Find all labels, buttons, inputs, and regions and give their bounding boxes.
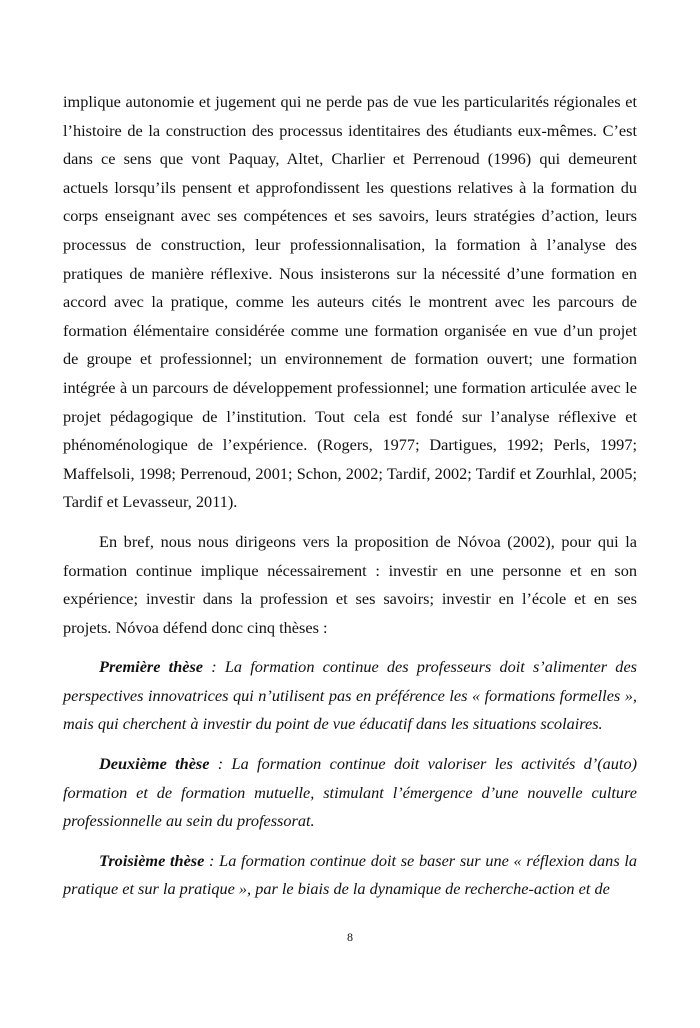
thesis-3-title: Troisième thèse — [99, 850, 205, 870]
page-body — [63, 88, 637, 904]
paragraph-novoa-intro: En bref, nous nous dirigeons vers la proposition de Nóvoa (2002), pour qui la formation continue implique nécessairement : investir en une personne et en son expérience; investir dans la profession et ses savoirs; investir en l’école et en ses projets. Nóvoa défend donc cinq thèses : — [63, 531, 637, 637]
thesis-3-text: La formation continue doit se baser sur une « réflexion dans la pratique et sur la pratique », par le biais de la dynamique de recherche-action et de — [63, 850, 638, 899]
thesis-2-text: La formation continue doit valoriser les activités d’(auto) formation et de formation mutuelle, stimulant l’émergence d’une nouvelle culture professionnelle au sein du professorat. — [63, 754, 638, 831]
thesis-3 — [63, 847, 637, 904]
thesis-2-title: Deuxième thèse — [99, 754, 210, 774]
paragraph-continuation: implique autonomie et jugement qui ne perde pas de vue les particularités régionales et l’histoire de la construction des processus identitaires des étudiants eux-mêmes. C’est dans ce sens que vont Paquay, Altet, Charlier et Perrenoud (1996) qui demeurent actuels lorsqu’ils pensent et approfondissent les questions relatives à la formation du corps enseignant avec ses compétences et ses savoirs, leurs stratégies d’action, leurs processus de construction, leur professionnalisation, la formation à l’analyse des pratiques de manière réflexive. Nous insisterons sur la nécessité d’une formation en accord avec la pratique, comme les auteurs cités le montrent avec les parcours de formation élémentaire considérée comme une formation organisée en vue d’un projet de groupe et professionnel; un environnement de formation ouvert; une formation intégrée à un parcours de développement professionnel; une formation articulée avec le projet pédagogique de l’institution. Tout cela est fondé sur l’analyse réflexive et phénoménologique de l’expérience. (Rogers, 1977; Dartigues, 1992; Perls, 1997; Maffelsoli, 1998; Perrenoud, 2001; Schon, 2002; Tardif, 2002; Tardif et Zourhlal, 2005; Tardif et Levasseur, 2011). — [63, 92, 637, 512]
thesis-1-text: La formation continue des professeurs doit s’alimenter des perspectives innovatrices qui n’utilisent pas en préférence les « formations formelles », mais qui cherchent à investir du point de vue éducatif dans les situations scolaires. — [63, 657, 638, 734]
thesis-1-separator: : — [203, 657, 225, 677]
thesis-1-title: Première thèse — [99, 657, 204, 677]
thesis-2 — [63, 750, 637, 836]
thesis-3-separator: : — [204, 850, 220, 870]
thesis-2-separator: : — [209, 754, 232, 774]
page-number: 8 — [347, 930, 353, 944]
thesis-1 — [63, 653, 637, 739]
